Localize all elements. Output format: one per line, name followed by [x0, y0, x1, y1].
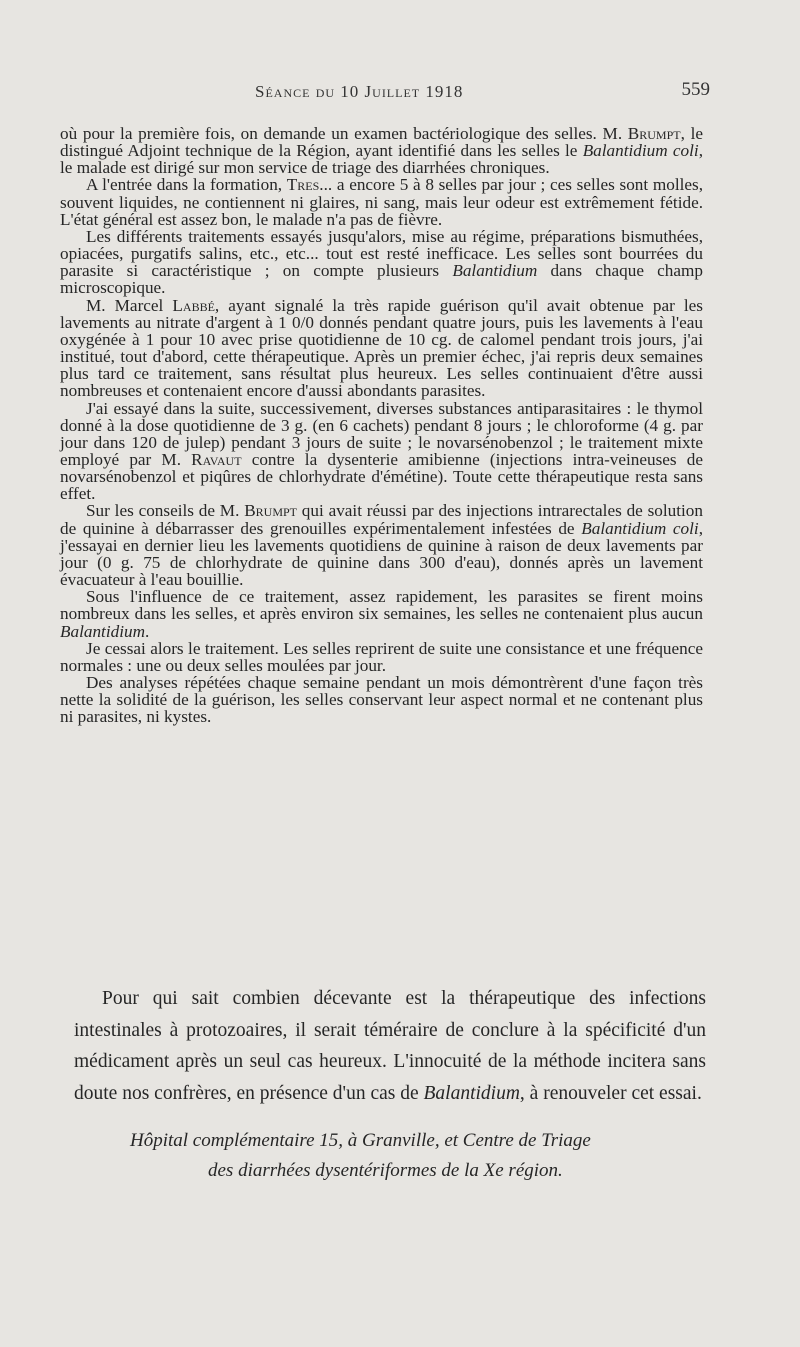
text-run: , à renouveler cet essai. — [519, 1082, 702, 1104]
text-run: Des analyses répétées chaque semaine pendant un mois démontrèrent d'une façon très nette la solidité de la guérison, les selles conservant leur aspect normal et ne contenant plus ni parasites, ni kystes. — [60, 673, 703, 727]
text-run: dans chaque champ microscopique. — [60, 261, 703, 298]
paragraph — [60, 502, 703, 588]
italic-term: Balantidium coli — [581, 518, 699, 538]
small-caps-name: Brumpt — [627, 124, 681, 143]
signature-block — [130, 1126, 710, 1186]
text-run: Sous l'influence de ce traitement, assez rapidement, les parasites se firent moins nombreux dans les selles, et après environ six semaines, les selles ne contenaient plus aucun — [60, 587, 703, 624]
signature-line-2: des diarrhées dysentériformes de la Xe région. — [208, 1160, 563, 1181]
italic-term: Balantidium — [452, 261, 538, 281]
text-run: ... a encore 5 à 8 selles par jour ; ces selles sont molles, souvent liquides, ne contiennent ni glaires, ni sang, mais leur odeur est extrêmement fétide. L'état général est assez bon, le malade n'a pas de fièvre. — [60, 175, 703, 229]
text-run: , ayant signalé la très rapide guérison qu'il avait obtenue par les lavements au nitrate d'argent à 1 0/0 donnés pendant quatre jours, puis les lavements à l'eau oxygénée à 1 pour 10 avec prise quotidienne de 10 cg. de calomel pendant trois jours, j'ai institué, tout d'abord, cette thérapeutique. Après un premier échec, j'ai repris deux semaines plus tard ce traitement, sans résultat plus heureux. Les selles continuaient d'être aussi nombreuses et contenaient encore d'aussi abondants parasites. — [60, 295, 703, 401]
small-caps-name: Ravaut — [191, 449, 242, 469]
paragraph — [60, 400, 703, 503]
text-run: où pour la première fois, on demande un examen bactériologique des selles. M. — [60, 124, 628, 143]
paragraph — [60, 640, 703, 674]
text-run: , j'essayai en dernier lieu les lavements quotidiens de quinine à raison de deux lavements par jour (0 g. 75 de chlorhydrate de quinine dans 300 d'eau), donnés après un lavement évacuateur à l'eau bouillie. — [60, 518, 703, 590]
text-run: J'ai essayé dans la suite, successivement, diverses substances antiparasitaires : le thymol donné à la dose quotidienne de 3 g. (en 6 cachets) pendant 8 jours ; le chloroforme (4 g. par jour dans 120 de julep) pendant 3 jours de suite ; le novarsénobenzol ; le traitement mixte employé par M. — [60, 398, 703, 469]
text-run: qui avait réussi par des injections intrarectales de solution de quinine à débarrasser des grenouilles expérimentalement infestées de — [60, 501, 703, 538]
running-head — [60, 79, 710, 108]
conclusion-paragraph — [74, 983, 706, 1109]
text-run: . — [144, 621, 150, 641]
text-run: Les différents traitements essayés jusqu'alors, mise au régime, préparations bismuthées, opiacées, purgatifs salins, etc., etc... tout est resté inefficace. Les selles sont bourrées du parasite si caractéristique ; on compte plusieurs — [60, 226, 703, 281]
italic-term: Balantidium coli — [582, 141, 699, 161]
paragraph — [60, 297, 703, 400]
small-caps-name: Labbé — [172, 295, 215, 315]
text-run: , le malade est dirigé sur mon service de triage des diarrhées chroniques. — [60, 141, 703, 178]
signature-line-1: Hôpital complémentaire 15, à Granville, et Centre de Triage — [130, 1130, 591, 1151]
small-caps-name: Brumpt — [244, 501, 297, 521]
paragraph — [60, 674, 703, 725]
text-run: A l'entrée dans la formation, — [86, 175, 287, 195]
small-caps-name: Tres — [286, 175, 320, 195]
paragraph — [60, 228, 703, 297]
conclusion-text — [74, 983, 706, 1109]
paragraph — [60, 176, 703, 227]
text-run: Pour qui sait combien décevante est la thérapeutique des infections intestinales à protozoaires, il serait téméraire de conclure à la spécificité d'un médicament après un seul cas heureux. L'innocuité de la méthode incitera sans doute nos confrères, en présence d'un cas de — [74, 988, 706, 1104]
text-run: M. Marcel — [86, 295, 173, 315]
italic-term: Balantidium — [423, 1082, 520, 1104]
body-text — [60, 125, 703, 725]
italic-term: Balantidium — [60, 621, 145, 641]
text-run: , le distingué Adjoint technique de la Région, ayant identifié dans les selles le — [60, 124, 703, 161]
page-number: 559 — [681, 79, 710, 100]
paragraph — [60, 125, 703, 176]
text-run: Sur les conseils de M. — [86, 501, 245, 521]
text-run: Je cessai alors le traitement. Les selles reprirent de suite une consistance et une fréquence normales : une ou deux selles moulées par jour. — [60, 638, 703, 675]
running-title: Séance du 10 Juillet 1918 — [255, 82, 464, 101]
paragraph — [60, 588, 703, 639]
text-run: contre la dysenterie amibienne (injections intra-veineuses de novarsénobenzol et piqûres de chlorhydrate d'émétine). Toute cette thérapeutique resta sans effet. — [60, 449, 703, 504]
